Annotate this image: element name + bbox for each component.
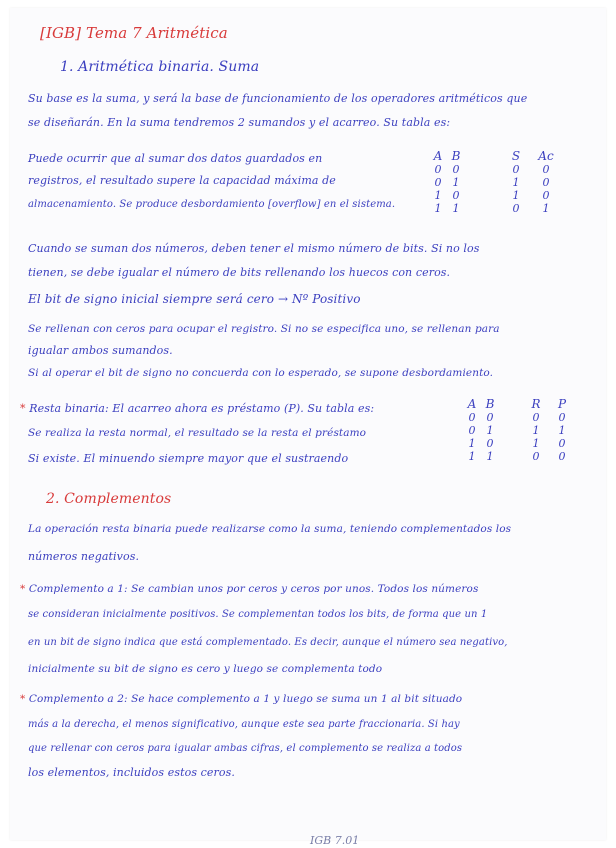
sum-header-a: A (433, 149, 443, 163)
sum-cell: 0 (512, 163, 520, 176)
sum-cell: 0 (512, 202, 520, 215)
sub-cell: 0 (558, 437, 566, 450)
sub-cell: 0 (468, 424, 476, 437)
sum-cell: 1 (452, 176, 460, 189)
sum-header-s: S (511, 149, 521, 163)
sum-cell: 0 (434, 163, 442, 176)
sub-cell: 0 (486, 437, 494, 450)
c1-line-3: en un bit de signo indica que está complementado. Es decir, aunque el número sea negativo, (28, 637, 508, 648)
bits-line-2: tienen, se debe igualar el número de bits rellenando los huecos con ceros. (28, 266, 451, 279)
sub-line-3: Si existe. El minuendo siempre mayor que el sustraendo (28, 452, 349, 465)
sub-header-b: B (485, 397, 495, 411)
sub-cell: 1 (532, 437, 540, 450)
overflow-line-3: almacenamiento. Se produce desbordamiento [overflow] en el sistema. (28, 199, 396, 210)
c1-line-1 (20, 582, 478, 596)
page-header (40, 26, 228, 40)
c1-text-1: Complemento a 1: Se cambian unos por ceros y ceros por unos. Todos los números (28, 583, 479, 595)
c2-line-2: más a la derecha, el menos significativo, aunque este sea parte fraccionaria. Si hay (28, 719, 460, 730)
sub-header-a: A (467, 397, 477, 411)
sign-bit-line: El bit de signo inicial siempre será cero → Nº Positivo (28, 292, 361, 306)
sum-cell: 1 (452, 202, 460, 215)
sub-header-r: R (531, 397, 541, 411)
bullet-star: * (20, 402, 26, 415)
sum-intro-line-1: Su base es la suma, y será la base de funcionamiento de los operadores aritméticos que (28, 92, 528, 105)
c2-text-1: Complemento a 2: Se hace complemento a 1 y luego se suma un 1 al bit situado (28, 693, 463, 705)
sub-line-2: Se realiza la resta normal, el resultado se la resta el préstamo (28, 427, 367, 439)
fill-line-1: Se rellenan con ceros para ocupar el registro. Si no se especifica uno, se rellenan para (28, 323, 500, 335)
overflow-line-2: registros, el resultado supere la capacidad máxima de (28, 174, 336, 187)
page-title: Tema 7 Aritmética (86, 24, 228, 42)
sum-header-ac: Ac (538, 149, 554, 163)
sub-cell: 1 (532, 424, 540, 437)
section-2-heading: 2. Complementos (46, 491, 172, 507)
sum-intro-line-2: se diseñarán. En la suma tendremos 2 sumandos y el acarreo. Su tabla es: (28, 116, 451, 129)
sum-cell: 1 (542, 202, 550, 215)
sub-cell: 1 (486, 450, 494, 463)
sum-cell: 0 (542, 189, 550, 202)
overflow-line-1: Puede ocurrir que al sumar dos datos guardados en (28, 152, 323, 165)
sum-cell: 1 (512, 189, 520, 202)
sub-col-r (528, 398, 544, 463)
sum-cell: 0 (542, 163, 550, 176)
sub-header-p: P (557, 397, 567, 411)
sub-cell: 0 (468, 411, 476, 424)
sub-col-p (554, 398, 570, 463)
sum-cell: 0 (434, 176, 442, 189)
sub-col-b (482, 398, 498, 463)
sum-cell: 1 (512, 176, 520, 189)
bullet-star: * (20, 693, 26, 705)
comp-intro-line-2: números negativos. (28, 550, 140, 563)
sum-cell: 0 (452, 189, 460, 202)
c2-line-1 (20, 692, 462, 706)
sub-cell: 1 (468, 437, 476, 450)
sub-col-a (464, 398, 480, 463)
sub-cell: 0 (532, 450, 540, 463)
c1-line-2: se consideran inicialmente positivos. Se complementan todos los bits, de forma que un 1 (28, 609, 488, 620)
sub-cell: 0 (558, 411, 566, 424)
sub-cell: 0 (532, 411, 540, 424)
notebook-page (10, 8, 606, 847)
sum-col-b (448, 150, 464, 215)
section-1-heading: 1. Aritmética binaria. Suma (60, 59, 260, 75)
sub-cell: 1 (468, 450, 476, 463)
c2-line-4: los elementos, incluidos estos ceros. (28, 766, 235, 779)
sum-cell: 1 (434, 189, 442, 202)
sub-text-1: Resta binaria: El acarreo ahora es préstamo (P). Su tabla es: (29, 402, 375, 415)
sub-line-1 (20, 402, 374, 416)
comp-intro-line-1: La operación resta binaria puede realizarse como la suma, teniendo complementados los (28, 523, 512, 535)
sum-col-a (430, 150, 446, 215)
fill-line-2: igualar ambos sumandos. (28, 344, 173, 357)
sum-cell: 0 (542, 176, 550, 189)
sum-truth-table (430, 150, 570, 230)
c2-line-3: que rellenar con ceros para igualar ambas cifras, el complemento se realiza a todos (28, 743, 463, 754)
sum-col-ac (538, 150, 554, 215)
fill-line-3: Si al operar el bit de signo no concuerda con lo esperado, se supone desbordamiento. (28, 367, 494, 379)
sub-cell: 0 (486, 411, 494, 424)
sum-cell: 1 (434, 202, 442, 215)
sum-col-s (508, 150, 524, 215)
c1-line-4: inicialmente su bit de signo es cero y luego se complementa todo (28, 663, 383, 675)
sub-cell: 1 (558, 424, 566, 437)
page-footer: IGB 7.01 (310, 834, 360, 847)
sub-cell: 1 (486, 424, 494, 437)
sub-cell: 0 (558, 450, 566, 463)
course-tag: [IGB] (40, 24, 82, 42)
sum-header-b: B (451, 149, 461, 163)
bits-line-1: Cuando se suman dos números, deben tener el mismo número de bits. Si no los (28, 242, 480, 255)
sum-cell: 0 (452, 163, 460, 176)
bullet-star: * (20, 583, 26, 595)
sub-truth-table (464, 398, 594, 468)
